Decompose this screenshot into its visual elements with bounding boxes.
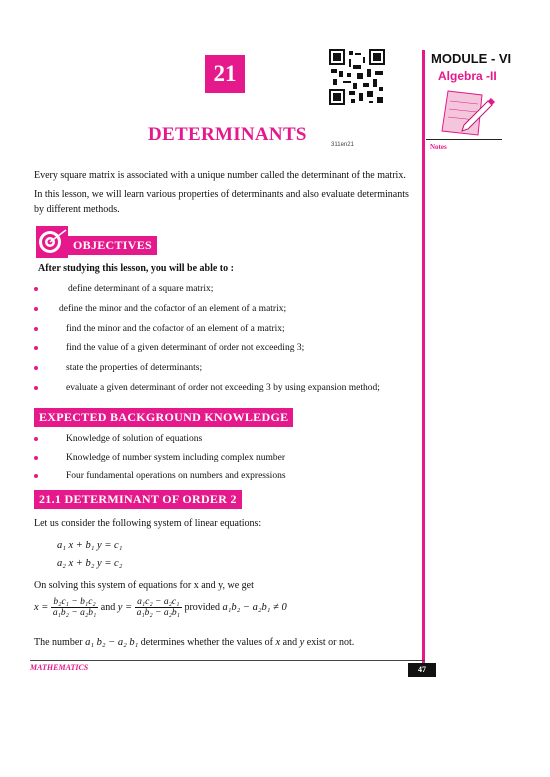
- section-paragraph-1: Let us consider the following system of linear equations:: [34, 518, 262, 529]
- x-fraction: $\frac{\text{b₂c₁ − b₁c₂}}{\text{a₁b₂ − a₂b₁}}$: [52, 597, 97, 618]
- bullet-icon: [34, 386, 38, 390]
- bullet-icon: [34, 366, 38, 370]
- equation-1: a₁ x + b₁ y = c₁: [57, 540, 123, 551]
- objectives-lead: After studying this lesson, you will be able to :: [38, 263, 234, 274]
- bullet-icon: [34, 456, 38, 460]
- bullet-icon: [34, 346, 38, 350]
- objective-item: define the minor and the cofactor of an element of a matrix;: [34, 302, 424, 316]
- y-fraction: $\frac{\text{a₁c₂ − a₂c₁}}{\text{a₁b₂ − a₂b₁}}$: [136, 597, 180, 618]
- module-sub-label: Algebra -II: [438, 69, 497, 83]
- section-paragraph-3: The number a₁ b₂ − a₂ b₁ determines whether the values of x and y exist or not.: [34, 637, 355, 648]
- intro-paragraph-1: Every square matrix is associated with a unique number called the determinant of the matrix.: [34, 170, 406, 181]
- equation-2: a₂ x + b₂ y = c₂: [57, 558, 123, 569]
- sidebar-divider: [422, 50, 425, 668]
- chapter-number: 21: [205, 55, 245, 93]
- objective-item: evaluate a given determinant of order not exceeding 3 by using expansion method;: [34, 381, 424, 395]
- solution-formula: x = $\frac{\text{b₂c₁ − b₁c₂}}{\text{a₁b₂ − a₂b₁}}$ and y = $\frac{\text{a₁c₂ − a₂c₁}}{\text{a₁b₂ − a₂b₁}}$ provided a₁b₂ − a₂b₁ ≠ 0: [34, 597, 287, 618]
- footer-subject: MATHEMATICS: [30, 663, 89, 672]
- section-paragraph-2: On solving this system of equations for x and y, we get: [34, 580, 254, 591]
- page-number: 47: [408, 663, 436, 677]
- bullet-icon: [34, 307, 38, 311]
- background-heading: EXPECTED BACKGROUND KNOWLEDGE: [34, 408, 293, 427]
- bullet-icon: [34, 287, 38, 291]
- background-item: Knowledge of number system including complex number: [34, 451, 424, 465]
- bullet-icon: [34, 474, 38, 478]
- notes-rule: [426, 139, 502, 140]
- module-label: MODULE - VI: [431, 51, 512, 66]
- objective-item: find the minor and the cofactor of an element of a matrix;: [34, 322, 424, 336]
- notes-label: Notes: [430, 143, 447, 151]
- bullet-icon: [34, 327, 38, 331]
- intro-paragraph-2: In this lesson, we will learn various properties of determinants and also evaluate determinants by different methods.: [34, 189, 409, 215]
- objective-item: define determinant of a square matrix;: [34, 282, 424, 296]
- page-title: DETERMINANTS: [148, 124, 307, 145]
- notes-pencil-icon: [430, 85, 500, 145]
- objective-item: state the properties of determinants;: [34, 361, 424, 375]
- background-item: Four fundamental operations on numbers and expressions: [34, 469, 424, 483]
- objective-item: find the value of a given determinant of order not exceeding 3;: [34, 341, 424, 355]
- footer-rule: [30, 660, 425, 661]
- section-heading: 21.1 DETERMINANT OF ORDER 2: [34, 490, 242, 509]
- qr-code-icon[interactable]: [329, 49, 385, 105]
- target-icon: [36, 226, 68, 258]
- qr-caption: 311en21: [331, 142, 354, 148]
- objectives-heading: OBJECTIVES: [68, 236, 157, 255]
- background-item: Knowledge of solution of equations: [34, 432, 424, 446]
- bullet-icon: [34, 437, 38, 441]
